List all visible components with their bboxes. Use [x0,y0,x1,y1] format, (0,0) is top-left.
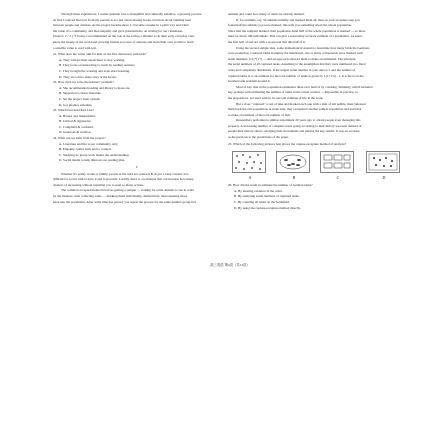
text-line: Through these experiences, I realize genuine love is thoughtful and culturally sensitive, a growing process. [61,12,202,16]
text-line: difficult for social with to have it and it proceeds. Luckily, there is a technique that can increase how many [53,177,194,182]
text-line: the value of a community, and then empathy and gave presentations, an writing for our classmates. [53,28,184,33]
answer-option-c: C. Set the project basic system. [59,96,101,101]
question-stem: 26. How did the result in estimate the number of German tanks? [228,183,313,188]
figure-option-a [232,151,268,181]
answer-option-b: B. They focus on interacting to reach by reading sessions. [59,63,136,68]
question-stem: 21. What does the writer aim for kids on the first discussion with kids? [53,52,147,57]
reading-passage-c-body [228,12,410,141]
text-line: But a close "captured" a rest of lake and marked each one with a ship of tail pebble, then (released [236,101,366,106]
text-line: the first half of and are with a re-percent that this half of it. [228,39,306,44]
question-stem: 24. What can we infer from the project? [53,136,106,141]
answer-option-a: A. She recommended reading and library to those are. [59,85,131,90]
answer-option-a: A. By meeting evidence in the order. [234,188,283,193]
reading-passage-b-ending [53,12,221,51]
answer-option-d: D. Social media to help improve our reading plan. [59,158,126,163]
question-stem: 23. Which best describes Lisa? [53,108,94,113]
text-line: back into the population. After some time has passed, you repeat the process for the same number group in it [53,199,197,204]
section-marker: C [135,165,139,170]
left-column [53,12,221,206]
answer-option-d: D. By using the capture-recapture method directly. [234,205,301,210]
text-line: by the instance, then collecting some — marking them individually, distinctively. then releasing those [53,194,188,198]
reading-passage-c-start [53,172,221,206]
answer-option-c: C. They brought the working and even since learning. [59,68,130,73]
tag-figure [320,151,354,173]
text-line: key perhaps with estimating the number of tanks in the actual context — impossible in practice, so [228,90,359,95]
dot-grid-figure [232,151,266,173]
answer-option-a: A. Honest and independent. [59,113,96,118]
figure-label: A [248,175,252,181]
answer-option-c: C. By counting all tanks on the battlefield. [234,200,290,205]
figure-option-b [276,151,312,181]
text-line: order and completely distributed. If the largest serial number in your data is L and the number of [228,67,356,72]
text-line: people their history shows, studying their movements and putting the key results. It was an accurate [228,129,360,134]
figure-option-c [320,151,356,181]
population-figure [366,151,400,173]
text-line: between people and cultures. As the project became more I, I became a leader in a plain way and when [53,23,189,28]
answer-option-d: D. They are told to share story at the books. [59,74,117,79]
page-footer: 高三英语 第4页（共12页） [210,263,250,267]
question-22 [53,80,221,108]
text-line: (Source: 2 / 3 ) "I Today, I recommended on the role of the loving a mixture so in their early everyday view [53,34,195,39]
text-line: found half the animals you were marked, this tells you something about the whole population. [228,23,352,28]
text-line: as the previous to the predictions of the paper. [228,135,289,140]
right-column [228,12,410,211]
text-line: German tank problem around it. [228,79,271,84]
answer-option-d: D. Generous & creative. [59,130,92,135]
figure-label: C [336,175,340,181]
text-line: serial numbers. (1) (*(1+) — and an approach allowed them to make an estimated. The principle. [228,56,357,61]
question-stem: 25. Which of the following pictures best shows the capture-recapture method of analysis? [228,141,347,146]
text-line: to make an estimate of the total number of fish. [228,112,291,117]
answer-option-c: C. Studying no group work makes the understanding. [59,152,130,157]
text-line: captured tanks is n, an estimate for the total number of tanks is given by L(1+1/n) - 1. It is the is on the [228,73,364,78]
fish-pond-figure [276,151,310,173]
answer-option-a: A. Literature and life is our community only. [59,141,119,146]
answer-option-b: B. Empathy comes back and to connect. [59,147,112,152]
text-line: animals and count how many of them are already marked. [228,12,305,16]
text-line: If, for example, say, 50 animals initially and marked them all, then on your recapture step you [236,17,360,22]
answer-option-b: B. Critical & aggressive. [59,119,92,124]
question-21 [53,52,221,80]
question-24 [53,136,221,164]
question-26 [228,183,410,211]
text-line: were producing. Captured tanks in mainly the mentioned, one or many components were marked with [228,51,363,56]
question-23 [53,108,221,136]
text-line: Using the second sample data, some mathematical around to determine how many birds the Germans [236,45,370,50]
text-line: know the beauty of the world and growing friends as power of cultures and learn their own worlds to learn [53,39,194,44]
answer-figures [228,149,410,183]
answer-option-b: B. Supported a classic literature. [59,91,102,96]
answer-option-c: C. Compliant & confused. [59,124,94,129]
text-line: The common accepted method involves getting a sample — waiting for some animals to see in order [61,188,194,193]
text-line: must be about 100 individuals. This can give a reasonably accurate estimate of a population, we know [228,34,363,39]
text-line: At first I noticed that love from my parents is not just about sharing books, but more about building trust [53,17,191,22]
answer-option-b: B. By analysing serial numbers of captured tanks. [234,194,300,199]
figure-label: D [382,175,386,181]
text-line: property. A increasing number of computer users going according to their history was kept marked of [228,123,362,128]
text-line: Whether it's painty works or family, people in the wild are ordered (B, R,) in a busy context. It is [61,171,189,176]
answer-option-a: A. They will get their needs meet to stay working. [59,57,126,62]
figure-option-d [366,151,402,181]
question-stem: 22. How did Lisa solve the learners' problem? [53,80,114,85]
figure-label: B [292,175,296,181]
text-line: Since half the sampled marked, then population hand half of the whole population is marked — so there [228,28,366,33]
answer-option-d: D. Got phonics schedule. [59,102,93,107]
text-line: a sensible value to read with text. [53,45,98,50]
text-line: Researchers performed a similar experiment 20 years ago to obtain people even managing this [236,118,361,123]
text-line: them back into the population. A week later, they recaptured another sample population and used that [228,107,362,112]
question-25 [228,142,410,184]
text-line: the proportions, not used will for its use and estimate of life in the work. [228,95,324,100]
text-line: the serial numbers of all captured tanks, Assuming to the assumption that they were numbered in a fixed [228,62,366,67]
text-line: chances of increasing without requiring you to send so many actions. [53,182,145,187]
text-line: Most of key data in the population estimation there ever built of by counting. Similarly, which included [236,84,373,89]
